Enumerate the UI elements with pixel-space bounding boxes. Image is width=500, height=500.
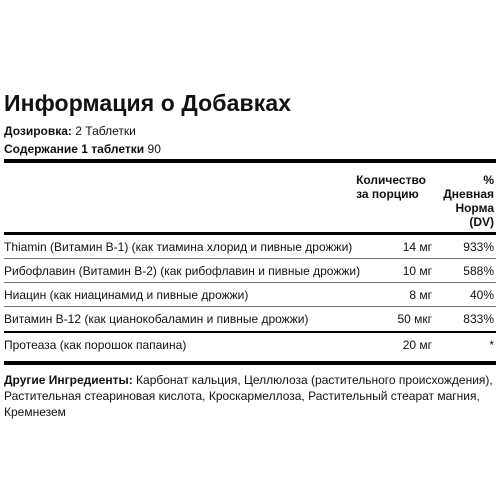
nutrient-amount: 14 мг <box>402 240 432 254</box>
nutrient-name: Рибофлавин (Витамин B-2) (как рибофлавин и пивные дрожжи) <box>4 264 361 278</box>
nutrient-row-thiamin <box>4 235 496 258</box>
servings-per-container-value: 90 <box>147 142 161 156</box>
dv-header-line-2: Дневная <box>443 187 494 201</box>
serving-size <box>4 124 136 138</box>
amount-header-line-2: за порцию <box>356 187 419 201</box>
nutrient-daily-value: * <box>489 338 494 352</box>
nutrient-daily-value: 40% <box>469 288 494 302</box>
nutrient-daily-value: 833% <box>463 312 494 326</box>
panel-title: Информация о Добавках <box>4 90 292 116</box>
bottom-divider <box>4 361 496 365</box>
nutrient-name: Витамин B-12 (как цианокобаламин и пивные дрожжи) <box>4 312 309 326</box>
nutrient-row-vitamin-b12 <box>4 307 496 330</box>
nutrient-amount: 50 мкг <box>397 312 432 326</box>
servings-per-container <box>4 142 161 156</box>
daily-value-header <box>443 173 494 229</box>
nutrient-name: Протеаза (как порошок папаина) <box>4 338 187 352</box>
other-ingredients-text: Карбонат кальция, Целлюлоза (растительного происхождения), Растительная стеариновая кислота, Кроскармеллоза, Растительный стеарат магния, Кремнезем <box>4 373 493 419</box>
nutrient-amount: 8 мг <box>409 288 432 302</box>
dv-header-line-1: % <box>483 173 494 187</box>
serving-size-value: 2 Таблетки <box>75 124 136 138</box>
serving-size-label: Дозировка: <box>4 124 72 138</box>
amount-per-serving-header <box>356 173 426 201</box>
other-ingredients-label: Другие Ингредиенты: <box>4 373 133 387</box>
dv-header-line-4: (DV) <box>469 215 494 229</box>
other-ingredients <box>4 372 494 420</box>
nutrient-amount: 10 мг <box>402 264 432 278</box>
nutrient-name: Ниацин (как ниацинамид и пивные дрожжи) <box>4 288 249 302</box>
nutrient-row-riboflavin <box>4 259 496 282</box>
top-divider <box>4 159 496 163</box>
nutrient-daily-value: 588% <box>463 264 494 278</box>
dv-header-line-3: Норма <box>455 201 494 215</box>
nutrient-row-niacin <box>4 283 496 306</box>
nutrient-name: Thiamin (Витамин B-1) (как тиамина хлорид и пивные дрожжи) <box>4 240 353 254</box>
nutrient-row-protease <box>4 333 496 356</box>
nutrient-daily-value: 933% <box>463 240 494 254</box>
nutrient-amount: 20 мг <box>402 338 432 352</box>
servings-per-container-label: Содержание 1 таблетки <box>4 142 145 156</box>
amount-header-line-1: Количество <box>356 173 426 187</box>
